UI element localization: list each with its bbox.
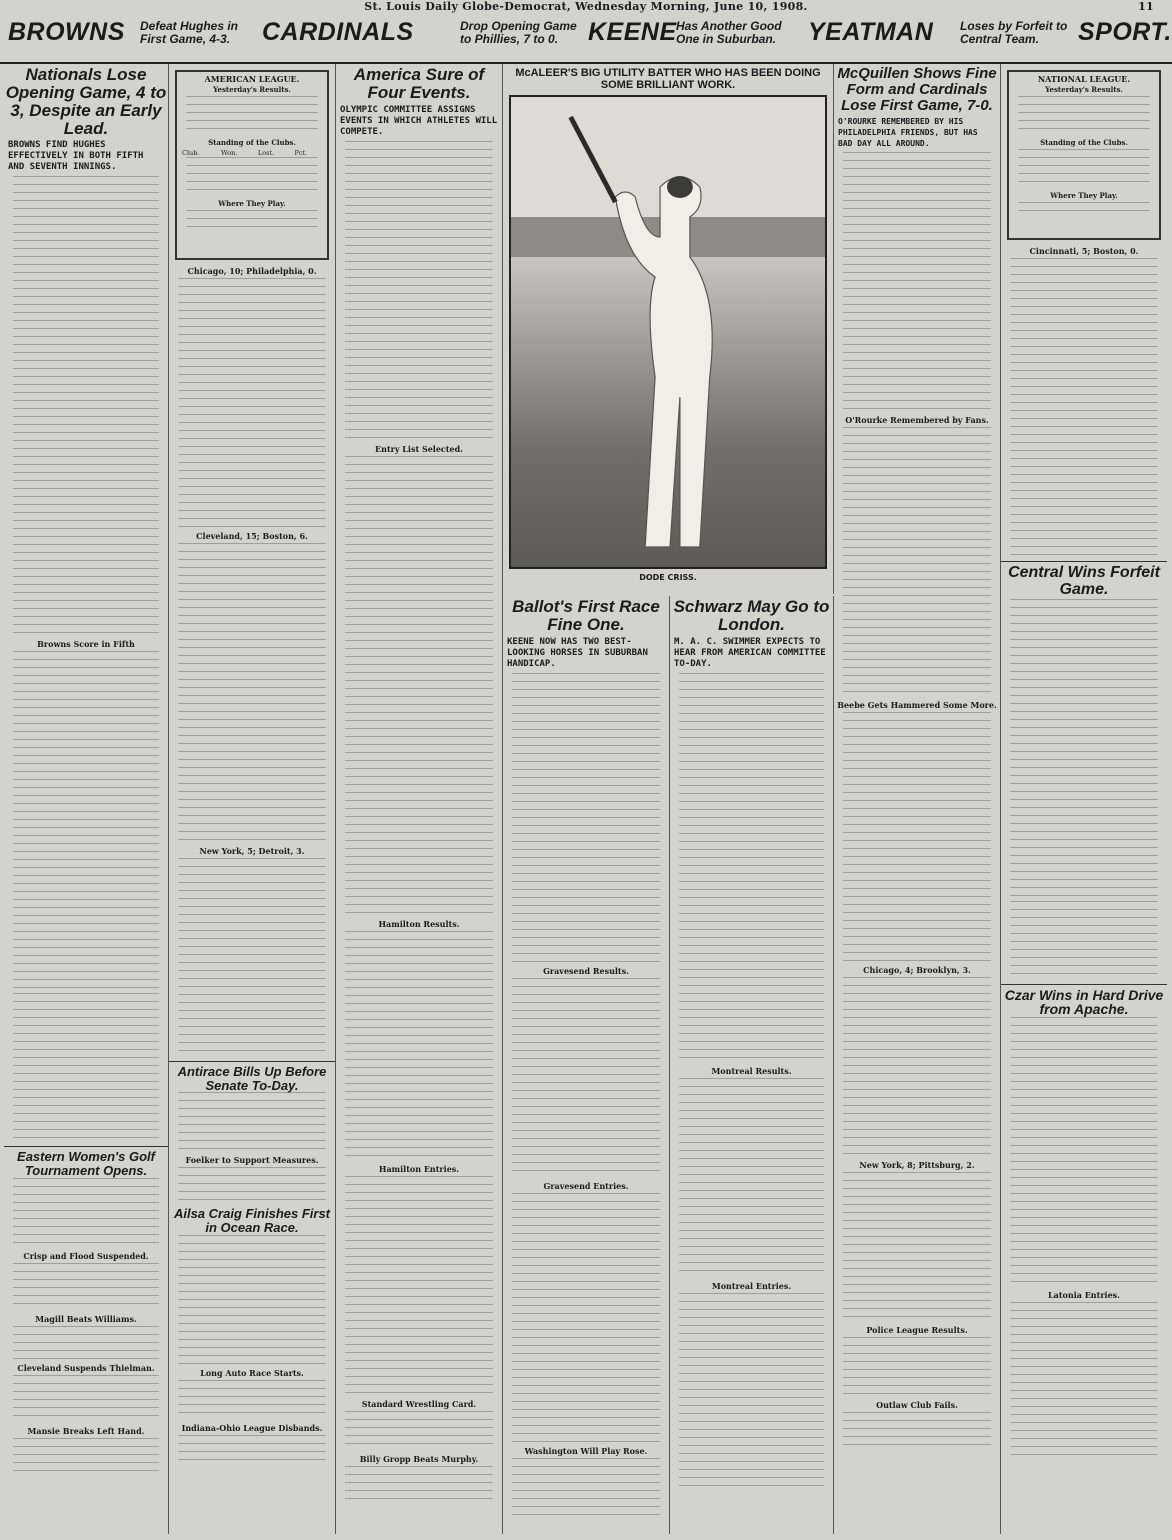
- box-score: [1005, 258, 1163, 558]
- article-body: [340, 1176, 498, 1396]
- headline-mcquillen: McQuillen Shows Fine Form and Cardinals Lose First Game, 7-0.: [837, 65, 997, 114]
- subhead-cincinnati-boston: Cincinnati, 5; Boston, 0.: [1029, 246, 1139, 256]
- column-3: [336, 64, 503, 1534]
- subhead-montreal-results: Montreal Results.: [711, 1065, 792, 1076]
- deck-olympic: OLYMPIC COMMITTEE ASSIGNS EVENTS IN WHICH ATHLETES WILL COMPETE.: [340, 104, 498, 137]
- subhead-montreal-entries: Montreal Entries.: [711, 1280, 792, 1291]
- subhead-magill: Magill Beats Williams.: [35, 1313, 137, 1324]
- headline-america: America Sure of Four Events.: [353, 65, 485, 102]
- article-body: [507, 1193, 665, 1443]
- teaser-yeatman: YEATMAN: [808, 18, 934, 46]
- box-where-label: Where They Play.: [1050, 191, 1118, 200]
- article-body: [1005, 1302, 1163, 1462]
- american-league-box: [175, 70, 329, 260]
- col-club: Club.: [182, 149, 200, 157]
- article-body: [838, 1337, 996, 1397]
- column-1: [4, 64, 169, 1534]
- box-score: [1005, 901, 1163, 981]
- deck-keene: KEENE NOW HAS TWO BEST-LOOKING HORSES IN SUBURBAN HANDICAP.: [507, 636, 648, 669]
- article-body: [1005, 1017, 1163, 1287]
- headline-antirace: Antirace Bills Up Before Senate To-Day.: [177, 1064, 327, 1093]
- subhead-gravesend-results: Gravesend Results.: [543, 965, 629, 976]
- teaser-sport: SPORT.: [1078, 18, 1172, 46]
- article-body: [340, 1411, 498, 1451]
- subhead-auto: Long Auto Race Starts.: [200, 1367, 304, 1378]
- box-results-label: Yesterday's Results.: [1045, 85, 1123, 94]
- subhead-hamilton-entries: Hamilton Entries.: [378, 1163, 460, 1174]
- box-score: [173, 543, 331, 843]
- deck-orourke: O'ROURKE REMEMBERED BY HIS PHILADELPHIA FRIENDS, BUT HAS BAD DAY ALL AROUND.: [838, 117, 978, 149]
- box-score: [8, 993, 164, 1143]
- article-body: [8, 1375, 164, 1423]
- subhead-cleveland: Cleveland Suspends Thielman.: [17, 1362, 155, 1373]
- article-body: [8, 1263, 164, 1311]
- teaser-browns-sub: Defeat Hughes in First Game, 4-3.: [140, 19, 239, 46]
- article-body: [173, 1167, 331, 1207]
- subhead-indiana: Indiana-Ohio League Disbands.: [181, 1422, 323, 1433]
- headline-golf: Eastern Women's Golf Tournament Opens.: [17, 1149, 155, 1179]
- teaser-cardinals-sub: Drop Opening Game to Phillies, 7 to 0.: [460, 19, 577, 46]
- article-body: [340, 141, 498, 441]
- article-body: [838, 427, 996, 697]
- deck-swimmer: M. A. C. SWIMMER EXPECTS TO HEAR FROM AMERICAN COMMITTEE TO-DAY.: [674, 636, 826, 669]
- subhead-police: Police League Results.: [866, 1325, 968, 1336]
- box-standing-label: Standing of the Clubs.: [1040, 138, 1128, 147]
- standings-table: [181, 149, 323, 157]
- article-body: [173, 1435, 331, 1465]
- headline-ailsa: Ailsa Craig Finishes First in Ocean Race.: [173, 1206, 331, 1235]
- player-figure-icon: [511, 97, 825, 567]
- national-league-box: [1007, 70, 1161, 240]
- subhead-mansie: Mansie Breaks Left Hand.: [27, 1425, 145, 1436]
- photo-block: [503, 64, 834, 594]
- article-body: [173, 1235, 331, 1365]
- deck-browns: BROWNS FIND HUGHES EFFECTIVELY IN BOTH FIFTH AND SEVENTH INNINGS.: [8, 140, 144, 173]
- subhead-latonia: Latonia Entries.: [1048, 1289, 1120, 1300]
- col-won: Won.: [221, 149, 238, 157]
- headline-nationals: Nationals Lose Opening Game, 4 to 3, Despite an Early Lead.: [5, 65, 167, 138]
- article-body: [674, 673, 829, 1063]
- headline-czar: Czar Wins in Hard Drive from Apache.: [1004, 986, 1164, 1018]
- headline-ballot: Ballot's First Race Fine One.: [512, 597, 660, 634]
- article-body: [507, 978, 665, 1178]
- box-score: [838, 1172, 996, 1322]
- photo-caption: DODE CRISS.: [639, 573, 697, 583]
- box-title: AMERICAN LEAGUE.: [204, 74, 300, 84]
- teaser-yeatman-sub: Loses by Forfeit to Central Team.: [960, 19, 1068, 46]
- masthead-text: St. Louis Daily Globe-Democrat, Wednesday Morning, June 10, 1908.: [364, 0, 808, 13]
- subhead-foelker: Foelker to Support Measures.: [185, 1155, 319, 1166]
- subhead-washington: Washington Will Play Rose.: [524, 1445, 648, 1456]
- box-title: NATIONAL LEAGUE.: [1037, 74, 1131, 84]
- subhead-wrestling: Standard Wrestling Card.: [361, 1398, 477, 1409]
- col-pct: Pct.: [294, 149, 308, 157]
- subhead-cleveland-boston: Cleveland, 15; Boston, 6.: [196, 531, 308, 541]
- box-standing-label: Standing of the Clubs.: [208, 138, 296, 147]
- article-body: [507, 673, 665, 963]
- column-2: [169, 64, 336, 1534]
- photo-title: McALEER'S BIG UTILITY BATTER WHO HAS BEEN DOING SOME BRILLIANT WORK.: [515, 67, 821, 91]
- column-7: [1001, 64, 1167, 1534]
- teaser-keene-sub: Has Another Good One in Suburban.: [676, 19, 782, 46]
- box-score: [838, 712, 996, 962]
- article-body: [173, 1092, 331, 1152]
- box-score: [173, 858, 331, 1058]
- masthead: [0, 0, 1172, 14]
- subhead-gravesend-entries: Gravesend Entries.: [543, 1180, 629, 1191]
- subhead-browns-fifth: Browns Score in Fifth: [37, 639, 135, 650]
- teaser-browns: BROWNS: [8, 18, 125, 46]
- column-4: [503, 596, 670, 1534]
- subhead-chicago-brooklyn: Chicago, 4; Brooklyn, 3.: [863, 965, 971, 976]
- article-body: [340, 456, 498, 916]
- article-body: [838, 152, 996, 412]
- subhead-orourke: O'Rourke Remembered by Fans.: [845, 415, 989, 426]
- article-body: [8, 1326, 164, 1360]
- page-number: 11: [1138, 0, 1154, 13]
- article-body: [8, 176, 164, 636]
- teaser-cardinals: CARDINALS: [262, 18, 414, 46]
- subhead-newyork-pittsburg: New York, 8; Pittsburg, 2.: [859, 1160, 975, 1171]
- box-score: [173, 278, 331, 528]
- article-body: [8, 651, 164, 991]
- subhead-gropp: Billy Gropp Beats Murphy.: [359, 1453, 479, 1464]
- player-photo: [509, 95, 827, 569]
- subhead-hamilton-results: Hamilton Results.: [378, 918, 460, 929]
- teaser-bar: [0, 14, 1172, 64]
- headline-schwarz: Schwarz May Go to London.: [673, 597, 830, 634]
- subhead-chicago-phila: Chicago, 10; Philadelphia, 0.: [187, 266, 317, 276]
- subhead-beebe: Beebe Gets Hammered Some More.: [837, 700, 997, 711]
- article-body: [838, 1412, 996, 1452]
- column-5: [670, 596, 834, 1534]
- box-score: [838, 977, 996, 1157]
- col-lost: Lost.: [257, 149, 275, 157]
- box-results-label: Yesterday's Results.: [213, 85, 291, 94]
- article-body: [1005, 599, 1163, 899]
- article-body: [340, 931, 498, 1161]
- teaser-keene: KEENE: [588, 18, 677, 46]
- subhead-entry: Entry List Selected.: [375, 443, 463, 454]
- article-body: [674, 1293, 829, 1493]
- article-body: [173, 1380, 331, 1420]
- subhead-crisp: Crisp and Flood Suspended.: [23, 1250, 149, 1261]
- column-6: [834, 64, 1001, 1534]
- article-body: [674, 1078, 829, 1278]
- box-where-label: Where They Play.: [218, 199, 286, 208]
- subhead-newyork-detroit: New York, 5; Detroit, 3.: [199, 846, 305, 856]
- article-body: [8, 1438, 164, 1478]
- subhead-outlaw: Outlaw Club Fails.: [876, 1400, 958, 1411]
- article-body: [340, 1466, 498, 1506]
- headline-central: Central Wins Forfeit Game.: [1008, 564, 1160, 598]
- article-body: [8, 1178, 164, 1248]
- article-body: [507, 1458, 665, 1518]
